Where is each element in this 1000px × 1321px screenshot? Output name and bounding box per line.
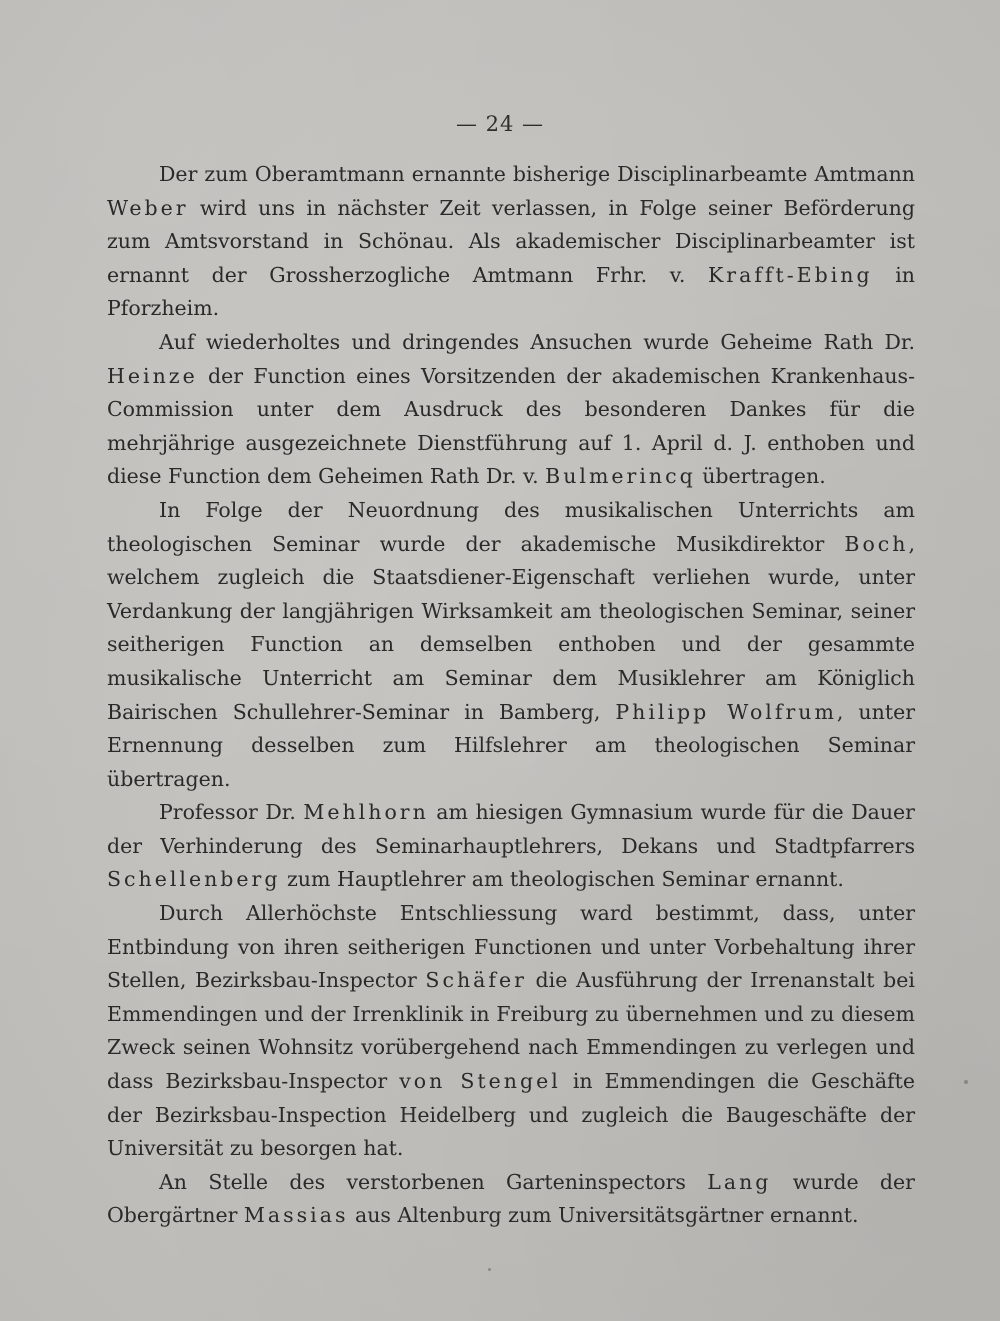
- spaced-name: Philipp Wolfrum: [615, 699, 837, 724]
- text-run: aus Altenburg zum Universitätsgärtner ernannt.: [348, 1203, 859, 1228]
- body-text: [107, 158, 915, 1233]
- text-run: An Stelle des verstorbenen Garteninspectors: [159, 1169, 708, 1194]
- text-run: Professor Dr.: [159, 800, 304, 825]
- spaced-name: Massias: [243, 1203, 349, 1228]
- text-run: in Pforzheim.: [107, 262, 915, 321]
- text-run: Der zum Oberamtmann ernannte bisherige Disciplinarbeamte Amtmann: [159, 162, 915, 186]
- paragraph: [107, 796, 915, 897]
- text-run: am hiesigen Gymnasium wurde für die Dauer der Verhinderung des Seminarhauptlehrers, Dekans und Stadtpfarrers: [107, 800, 915, 858]
- text-run: wird uns in nächster Zeit verlassen, in Folge seiner Beförderung zum Amtsvorstand in Schönau. Als akademischer Disciplinarbeamter ist ernannt der Grossherzogliche Amtmann Frhr. v.: [107, 195, 915, 287]
- paragraph: [107, 494, 915, 796]
- paragraph: [107, 1166, 915, 1233]
- paper-speck: [964, 1080, 968, 1084]
- spaced-name: von Stengel: [399, 1069, 561, 1094]
- text-run: Auf wiederholtes und dringendes Ansuchen wurde Geheime Rath Dr.: [159, 329, 915, 354]
- text-run: , welchem zugleich die Staatsdiener-Eigenschaft verliehen wurde, unter Verdankung der langjährigen Wirksamkeit am theologischen Seminar, seiner seitherigen Function an demselben enthoben und der gesammte musikalische Unterricht am Seminar dem Musiklehrer am Königlich Bairischen Schullehrer-Seminar in Bamberg,: [107, 531, 915, 724]
- spaced-name: Krafft-Ebing: [707, 262, 873, 287]
- paragraph: [107, 326, 915, 494]
- spaced-name: Lang: [707, 1169, 772, 1194]
- text-run: die Ausführung der Irrenanstalt bei Emmendingen und der Irrenklinik in Freiburg zu übernehmen und zu diesem Zweck seinen Wohnsitz vorübergehend nach Emmendingen zu verlegen und dass Bezirksbau-Inspector: [107, 968, 915, 1094]
- text-run: Durch Allerhöchste Entschliessung ward bestimmt, dass, unter Entbindung von ihren seitherigen Functionen und unter Vorbehaltung ihrer Stellen, Bezirksbau-Inspector: [107, 901, 915, 993]
- paragraph: [107, 158, 915, 326]
- spaced-name: Heinze: [107, 363, 198, 388]
- text-run: übertragen.: [695, 464, 826, 489]
- text-run: wurde der Obergärtner: [107, 1169, 915, 1228]
- text-run: der Function eines Vorsitzenden der akademischen Krankenhaus-Commission unter dem Ausdruck des besonderen Dankes für die mehrjährige ausgezeichnete Dienstführung auf 1. April d. J. enthoben und diese Function dem Geheimen Rath Dr. v.: [107, 363, 915, 489]
- spaced-name: Bulmerincq: [545, 464, 696, 489]
- page-number: — 24 —: [455, 112, 545, 136]
- text-run: , unter Ernennung desselben zum Hilfslehrer am theologischen Seminar übertragen.: [107, 699, 916, 791]
- spaced-name: Schäfer: [425, 968, 527, 993]
- text-run: in Emmendingen die Geschäfte der Bezirksbau-Inspection Heidelberg und zugleich die Baugeschäfte der Universität zu besorgen hat.: [107, 1069, 915, 1161]
- text-run: In Folge der Neuordnung des musikalischen Unterrichts am theologischen Seminar wurde der akademische Musikdirektor: [107, 497, 915, 556]
- spaced-name: Mehlhorn: [303, 800, 429, 825]
- spaced-name: Schellenberg: [107, 867, 281, 892]
- paper-speck: [488, 1268, 491, 1271]
- text-run: zum Hauptlehrer am theologischen Seminar ernannt.: [280, 867, 844, 892]
- spaced-name: Weber: [107, 195, 189, 220]
- spaced-name: Boch: [844, 531, 909, 556]
- paragraph: [107, 897, 915, 1166]
